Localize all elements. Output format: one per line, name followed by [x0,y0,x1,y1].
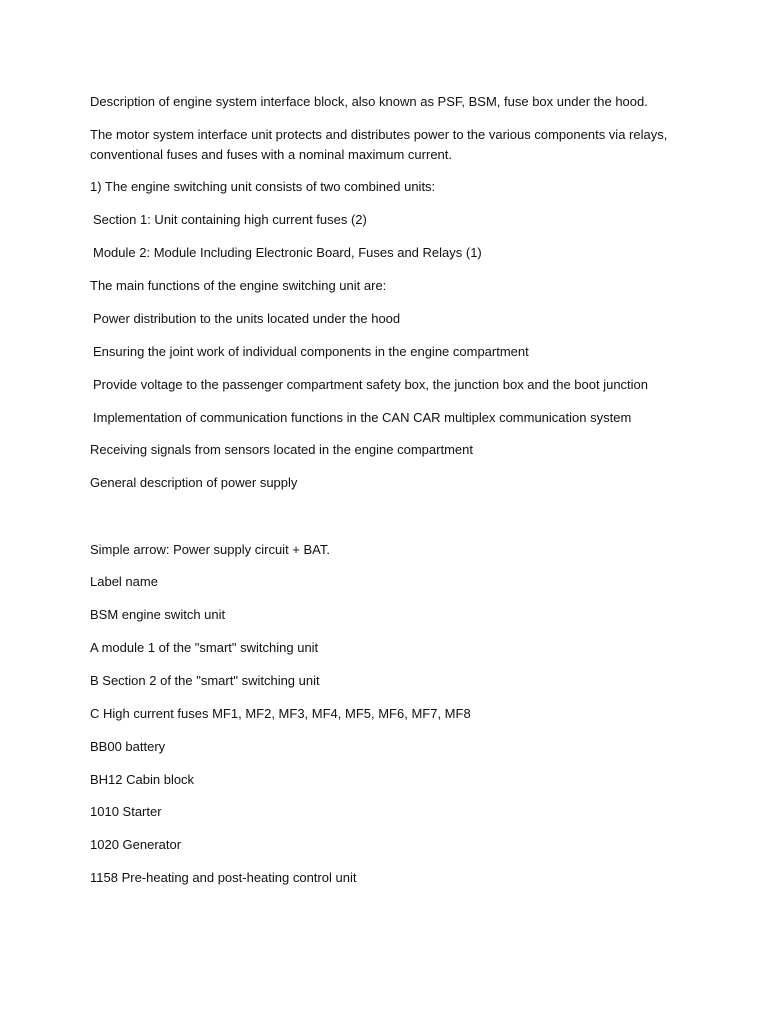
function-item: Ensuring the joint work of individual components in the engine compartment [93,344,529,359]
legend-item: BSM engine switch unit [90,607,226,622]
label-name-heading: Label name [90,574,158,589]
legend-item: BB00 battery [90,739,166,754]
legend-item: BH12 Cabin block [90,772,195,787]
function-item: Implementation of communication functions in the CAN CAR multiplex communication system [93,410,632,425]
legend-item: 1020 Generator [90,837,182,852]
function-item: Provide voltage to the passenger compartment safety box, the junction box and the boot junction [93,377,649,392]
function-item: Power distribution to the units located under the hood [93,311,401,326]
power-supply-heading: General description of power supply [90,475,298,490]
intro-line-2: conventional fuses and fuses with a nominal maximum current. [90,147,453,162]
module-2: Module 2: Module Including Electronic Board, Fuses and Relays (1) [93,245,482,260]
document-heading: Description of engine system interface block, also known as PSF, BSM, fuse box under the hood. [90,94,648,109]
legend-item: 1158 Pre-heating and post-heating control unit [90,870,357,885]
legend-item: C High current fuses MF1, MF2, MF3, MF4, MF5, MF6, MF7, MF8 [90,706,471,721]
intro-line-1: The motor system interface unit protects and distributes power to the various components via relays, [90,127,668,142]
legend-item: B Section 2 of the "smart" switching unit [90,673,320,688]
function-item: Receiving signals from sensors located in the engine compartment [90,442,473,457]
point-1: 1) The engine switching unit consists of two combined units: [90,179,436,194]
arrow-note: Simple arrow: Power supply circuit + BAT. [90,542,330,557]
legend-item: 1010 Starter [90,804,162,819]
section-1: Section 1: Unit containing high current fuses (2) [93,212,367,227]
legend-item: A module 1 of the "smart" switching unit [90,640,319,655]
functions-heading: The main functions of the engine switching unit are: [90,278,387,293]
